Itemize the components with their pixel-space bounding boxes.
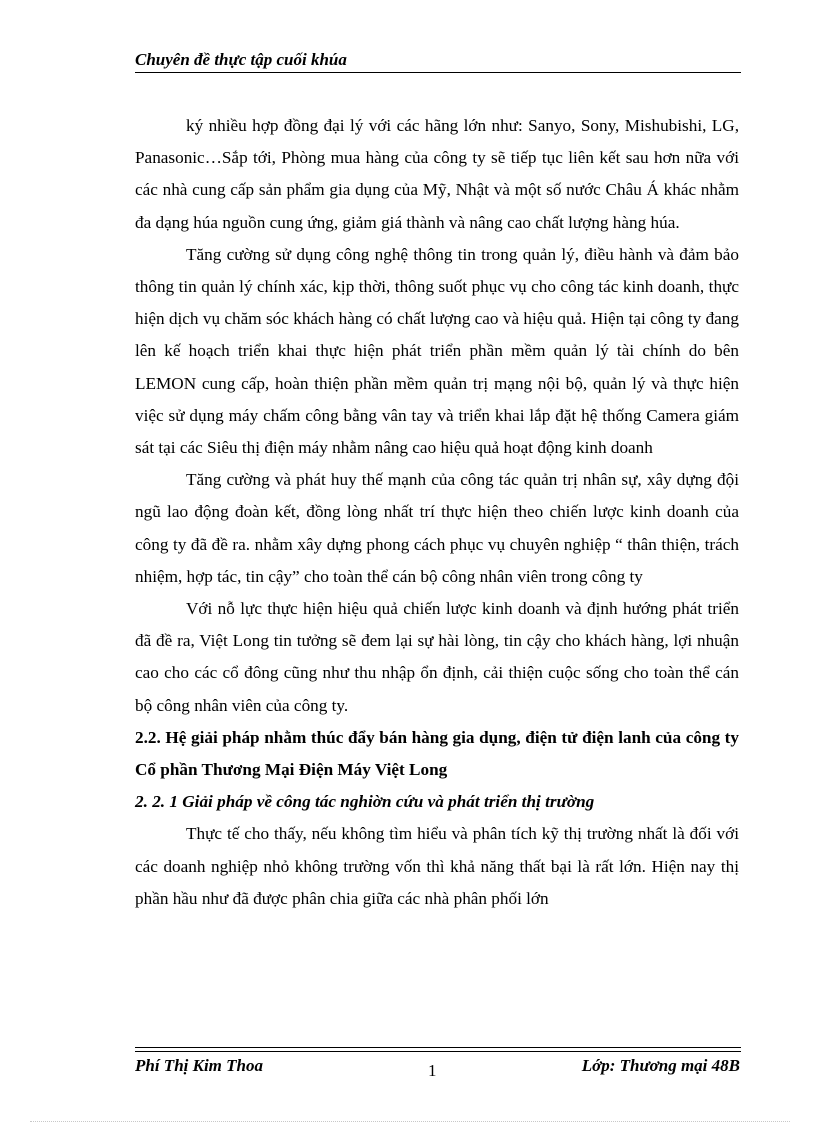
footer-divider-top — [135, 1047, 741, 1048]
footer-divider-bottom — [135, 1051, 741, 1052]
page-bottom-edge — [30, 1121, 790, 1122]
header-divider — [135, 72, 741, 73]
paragraph-4: Với nỗ lực thực hiện hiệu quả chiến lược kinh doanh và định hướng phát triển đã đề ra, Việt Long tin tưởng sẽ đem lại sự hài lòng, tin cậy cho khách hàng, lợi nhuận cao cho các cổ đông cũng như thu nhập ổn định, cải thiện cuộc sống cho toàn thể cán bộ công nhân viên của công ty. — [135, 599, 739, 715]
footer-class-label: Lớp: Thương mại 48B — [581, 1056, 740, 1075]
paragraph-2: Tăng cường sử dụng công nghệ thông tin trong quản lý, điều hành và đảm bảo thông tin quản lý chính xác, kịp thời, thông suốt phục vụ cho công tác kinh doanh, thực hiện dịch vụ chăm sóc khách hàng có chất lượng cao và hiệu quả. Hiện tại công ty đang lên kế hoạch triển khai thực hiện phát triển phần mềm quản lý tài chính do bên LEMON cung cấp, hoàn thiện phần mềm quản trị mạng nội bộ, quản lý và thực hiện việc sử dụng máy chấm công bằng vân tay và triển khai lắp đặt hệ thống Camera giám sát tại các Siêu thị điện máy nhằm nâng cao hiệu quả hoạt động kinh doanh — [135, 244, 739, 458]
page-number: 1 — [428, 1061, 437, 1080]
section-heading: 2.2. Hệ giải pháp nhằm thúc đẩy bán hàng gia dụng, điện tử điện lanh của công ty Cổ phần Thương Mại Điện Máy Việt Long — [135, 727, 739, 780]
subsection-heading: 2. 2. 1 Giải pháp về công tác nghiờn cứu và phát triển thị trường — [135, 792, 595, 812]
running-header-title: Chuyên đề thực tập cuối khúa — [135, 50, 347, 69]
body-text — [135, 110, 739, 915]
footer-author: Phí Thị Kim Thoa — [135, 1056, 263, 1075]
paragraph-5: Thực tế cho thấy, nếu không tìm hiểu và phân tích kỹ thị trường nhất là đối với các doanh nghiệp nhỏ không trường vốn thì khả năng thất bại là rất lớn. Hiện nay thị phần hầu như đã được phân chia giữa các nhà phân phối lớn — [135, 824, 739, 908]
paragraph-1: ký nhiều hợp đồng đại lý với các hãng lớn như: Sanyo, Sony, Mishubishi, LG, Panasonic…Sắp tới, Phòng mua hàng của công ty sẽ tiếp tục liên kết sau hơn nữa với các nhà cung cấp sản phẩm gia dụng của Mỹ, Nhật và một số nước Châu Á khác nhằm đa dạng húa nguồn cung ứng, giảm giá thành và nâng cao chất lượng hàng húa. — [135, 116, 739, 232]
paragraph-3: Tăng cường và phát huy thế mạnh của công tác quản trị nhân sự, xây dựng đội ngũ lao động đoàn kết, đồng lòng nhất trí thực hiện theo chiến lược kinh doanh của công ty đã đề ra. nhằm xây dựng phong cách phục vụ chuyên nghiệp “ thân thiện, trách nhiệm, hợp tác, tin cậy” cho toàn thể cán bộ công nhân viên trong công ty — [135, 470, 739, 586]
